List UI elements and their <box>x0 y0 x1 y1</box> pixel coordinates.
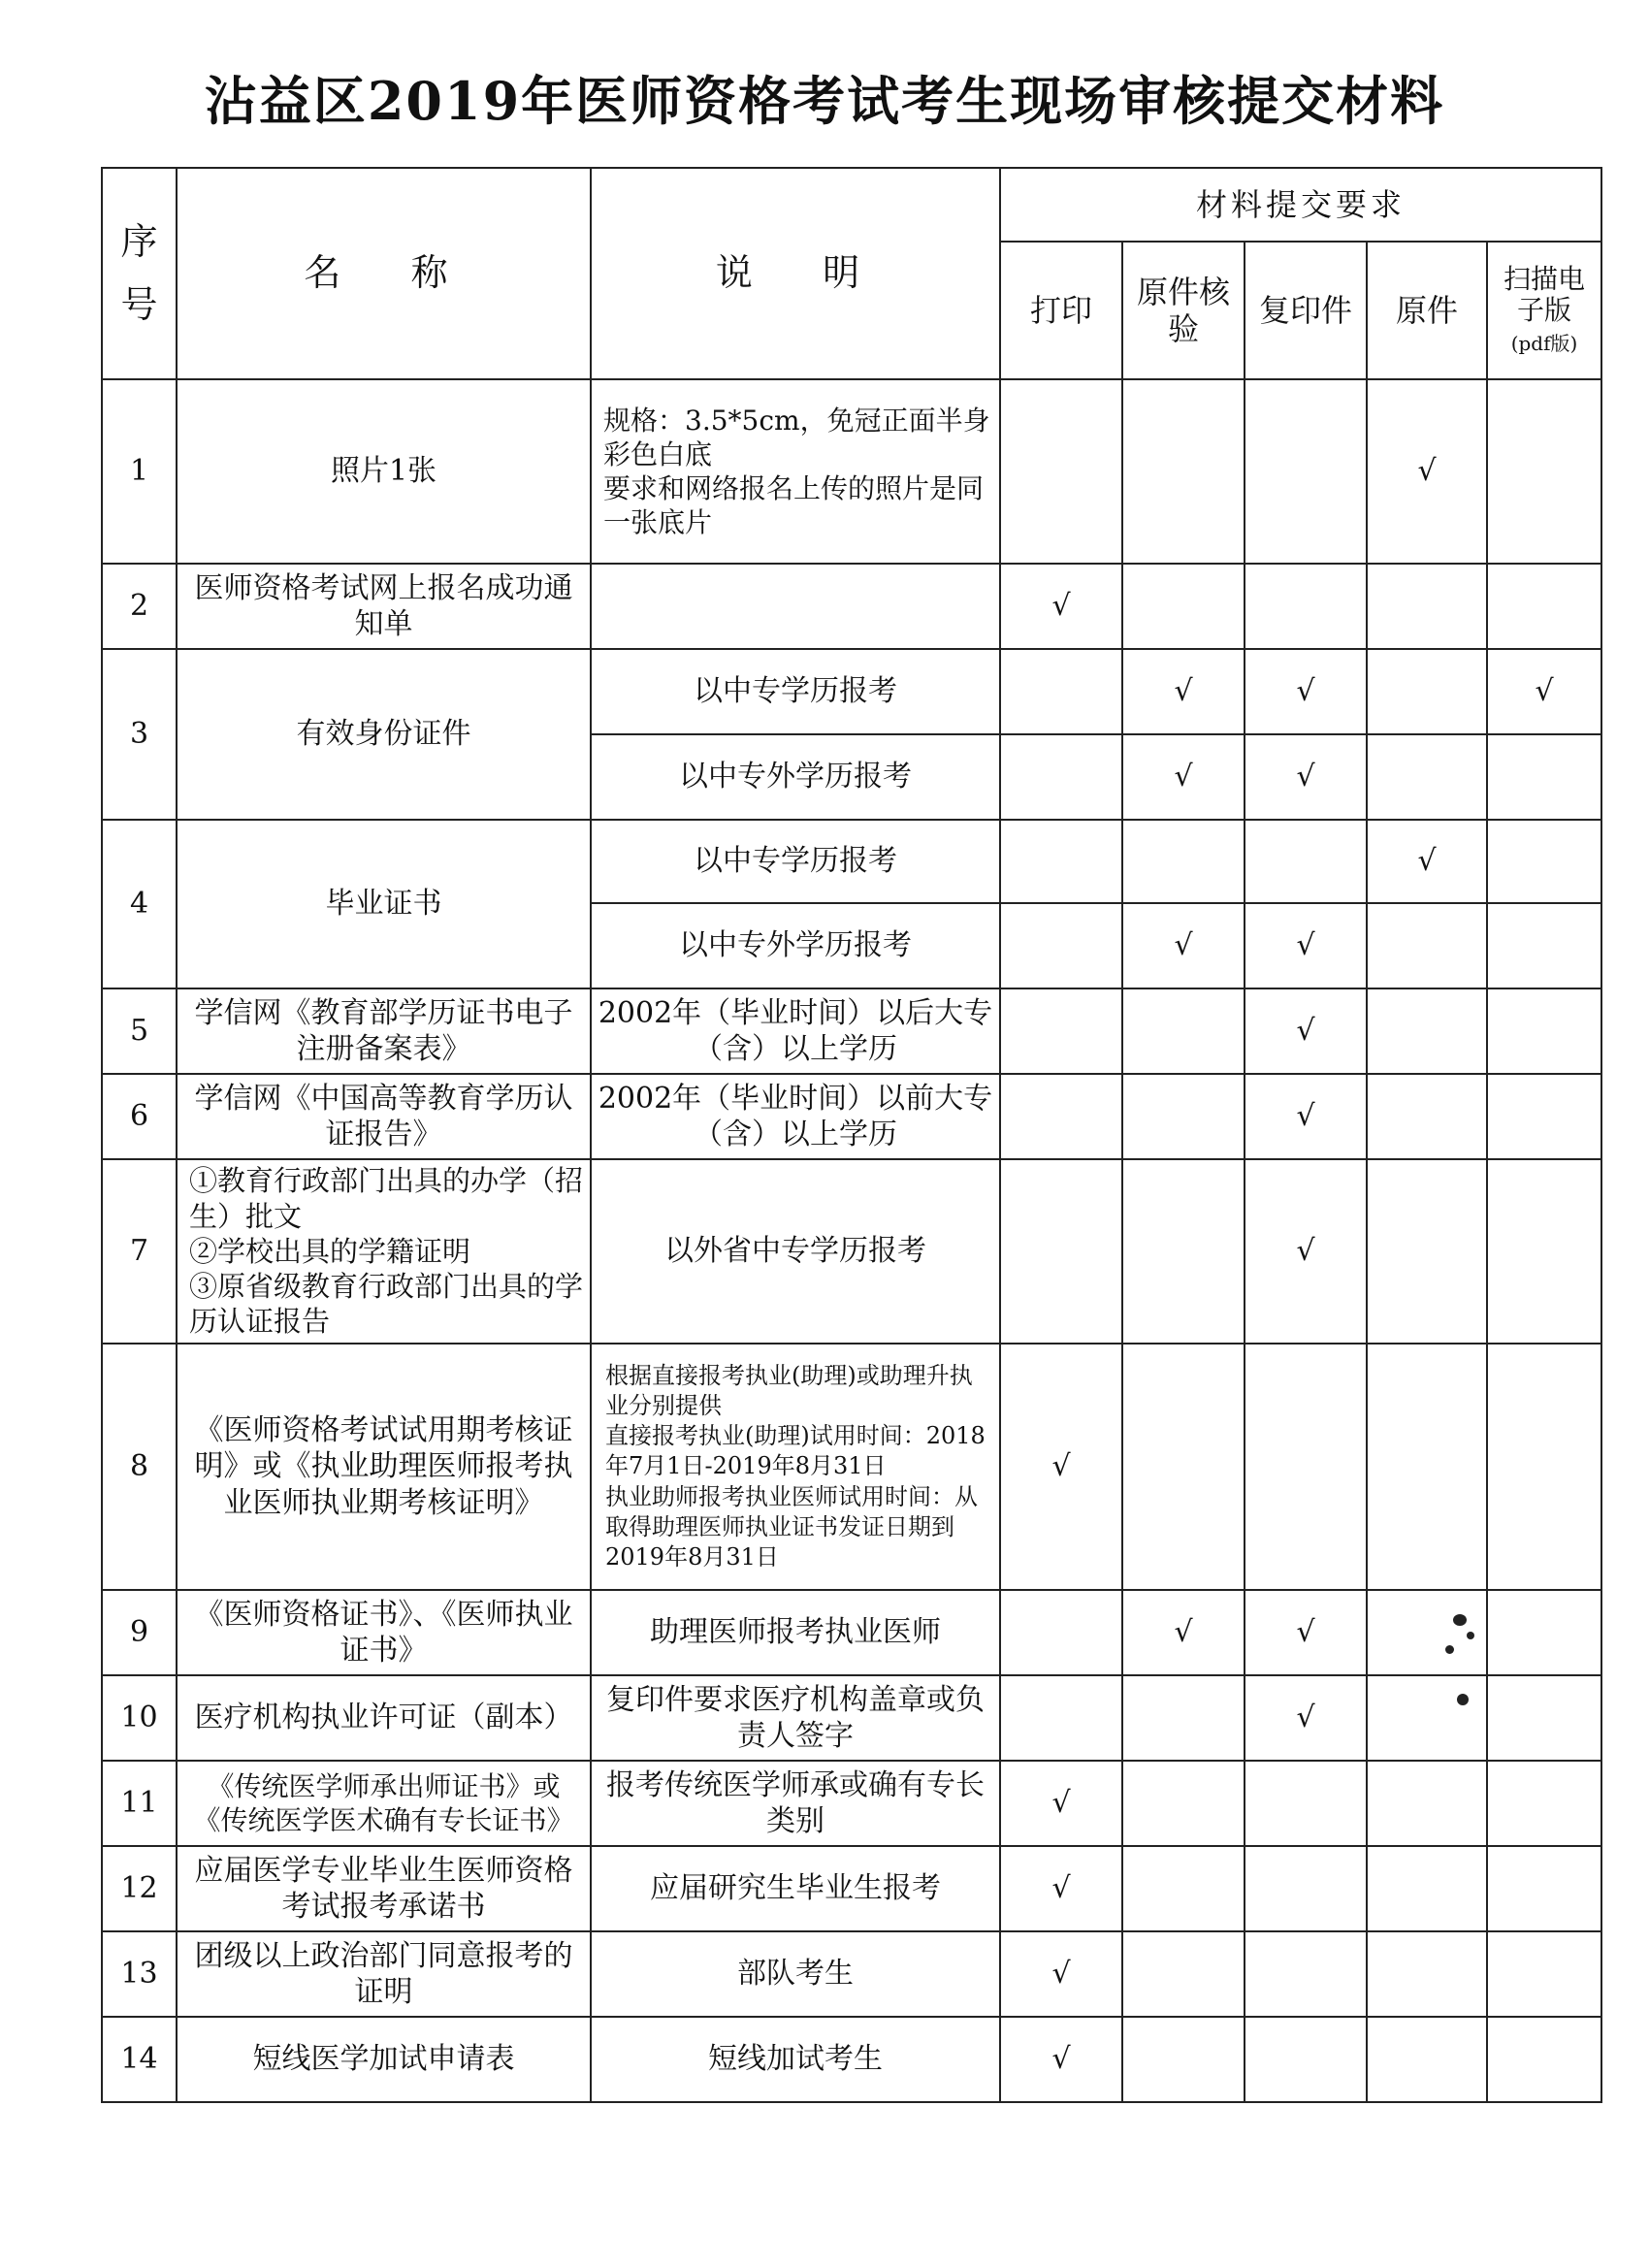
row-desc: 2002年（毕业时间）以后大专（含）以上学历 <box>591 988 1000 1074</box>
check-mark: √ <box>1245 988 1367 1074</box>
row-desc: 2002年（毕业时间）以前大专（含）以上学历 <box>591 1074 1000 1159</box>
table-row <box>102 1761 1601 1846</box>
row-number: 11 <box>102 1761 177 1846</box>
row-name: 团级以上政治部门同意报考的证明 <box>177 1931 591 2017</box>
row-desc: 短线加试考生 <box>591 2017 1000 2102</box>
check-mark: √ <box>1245 1590 1367 1675</box>
check-mark: √ <box>1367 820 1487 903</box>
header-name: 名 称 <box>177 168 591 379</box>
row-desc: 报考传统医学师承或确有专长类别 <box>591 1761 1000 1846</box>
check-mark: √ <box>1367 379 1487 564</box>
row-desc: 以中专外学历报考 <box>591 734 1000 820</box>
check-mark: √ <box>1000 1344 1122 1590</box>
row-name: 医疗机构执业许可证（副本） <box>177 1675 591 1761</box>
check-mark: √ <box>1122 1590 1245 1675</box>
check-mark: √ <box>1000 2017 1122 2102</box>
check-mark: √ <box>1487 649 1601 734</box>
check-mark: √ <box>1122 649 1245 734</box>
row-desc: 以中专外学历报考 <box>591 903 1000 988</box>
table-row <box>102 1159 1601 1344</box>
row-name: 学信网《教育部学历证书电子注册备案表》 <box>177 988 591 1074</box>
header-print: 打印 <box>1000 242 1122 379</box>
materials-table <box>101 167 1602 2103</box>
row-number: 13 <box>102 1931 177 2017</box>
header-requirements: 材料提交要求 <box>1000 168 1601 242</box>
header-scan <box>1487 242 1601 379</box>
row-name: 《医师资格证书》、《医师执业证书》 <box>177 1590 591 1675</box>
table-row <box>102 1931 1601 2017</box>
check-mark: √ <box>1245 1675 1367 1761</box>
scan-speck <box>1453 1614 1467 1626</box>
row-number: 10 <box>102 1675 177 1761</box>
scan-speck <box>1467 1632 1474 1639</box>
row-name: 《传统医学师承出师证书》或《传统医学医术确有专长证书》 <box>177 1761 591 1846</box>
header-desc: 说 明 <box>591 168 1000 379</box>
header-copy: 复印件 <box>1245 242 1367 379</box>
table-row <box>102 2017 1601 2102</box>
row-desc: 复印件要求医疗机构盖章或负责人签字 <box>591 1675 1000 1761</box>
check-mark: √ <box>1245 649 1367 734</box>
table-row <box>102 988 1601 1074</box>
check-mark: √ <box>1000 1846 1122 1931</box>
check-mark: √ <box>1245 734 1367 820</box>
scan-speck <box>1457 1694 1469 1705</box>
row-number: 8 <box>102 1344 177 1590</box>
row-name: 学信网《中国高等教育学历认证报告》 <box>177 1074 591 1159</box>
row-desc: 根据直接报考执业(助理)或助理升执业分别提供 直接报考执业(助理)试用时间：2018年7月1日-2019年8月31日 执业助师报考执业医师试用时间：从取得助理医师执业证书发证日期到2019年8月31日 <box>591 1344 1000 1590</box>
row-name: 应届医学专业毕业生医师资格考试报考承诺书 <box>177 1846 591 1931</box>
check-mark: √ <box>1245 1159 1367 1344</box>
check-mark: √ <box>1245 903 1367 988</box>
check-mark: √ <box>1000 1761 1122 1846</box>
row-desc: 部队考生 <box>591 1931 1000 2017</box>
table-row <box>102 564 1601 649</box>
row-name: 有效身份证件 <box>177 649 591 820</box>
header-scan-sub: (pdf版) <box>1510 332 1578 356</box>
row-number: 7 <box>102 1159 177 1344</box>
row-desc: 助理医师报考执业医师 <box>591 1590 1000 1675</box>
row-desc: 应届研究生毕业生报考 <box>591 1846 1000 1931</box>
row-desc <box>591 564 1000 649</box>
row-number: 1 <box>102 379 177 564</box>
header-scan-label: 扫描电子版 <box>1504 262 1586 326</box>
row-name: 《医师资格考试试用期考核证明》或《执业助理医师报考执业医师执业期考核证明》 <box>177 1344 591 1590</box>
check-mark: √ <box>1122 903 1245 988</box>
check-mark: √ <box>1000 564 1122 649</box>
row-number: 14 <box>102 2017 177 2102</box>
row-desc: 以中专学历报考 <box>591 649 1000 734</box>
table-row <box>102 1675 1601 1761</box>
header-original: 原件 <box>1367 242 1487 379</box>
row-number: 3 <box>102 649 177 820</box>
row-number: 5 <box>102 988 177 1074</box>
row-number: 4 <box>102 820 177 988</box>
row-desc: 规格：3.5*5cm，免冠正面半身彩色白底 要求和网络报名上传的照片是同一张底片 <box>591 379 1000 564</box>
row-number: 9 <box>102 1590 177 1675</box>
table-row <box>102 1074 1601 1159</box>
row-name: 医师资格考试网上报名成功通知单 <box>177 564 591 649</box>
row-name: ①教育行政部门出具的办学（招生）批文 ②学校出具的学籍证明 ③原省级教育行政部门出具的学历认证报告 <box>177 1159 591 1344</box>
row-number: 2 <box>102 564 177 649</box>
check-mark: √ <box>1000 1931 1122 2017</box>
table-row <box>102 1344 1601 1590</box>
table-row <box>102 379 1601 564</box>
row-name: 短线医学加试申请表 <box>177 2017 591 2102</box>
row-desc: 以中专学历报考 <box>591 820 1000 903</box>
header-original-verify: 原件核验 <box>1122 242 1245 379</box>
row-name: 毕业证书 <box>177 820 591 988</box>
table-row <box>102 1590 1601 1675</box>
scan-speck <box>1445 1645 1454 1654</box>
table-row <box>102 820 1601 903</box>
row-number: 6 <box>102 1074 177 1159</box>
table-row <box>102 1846 1601 1931</box>
page-title: 沾益区2019年医师资格考试考生现场审核提交材料 <box>204 70 1445 132</box>
row-number: 12 <box>102 1846 177 1931</box>
table-row <box>102 649 1601 734</box>
check-mark: √ <box>1245 1074 1367 1159</box>
header-seq: 序号 <box>102 168 177 379</box>
check-mark: √ <box>1122 734 1245 820</box>
row-name: 照片1张 <box>177 379 591 564</box>
row-desc: 以外省中专学历报考 <box>591 1159 1000 1344</box>
